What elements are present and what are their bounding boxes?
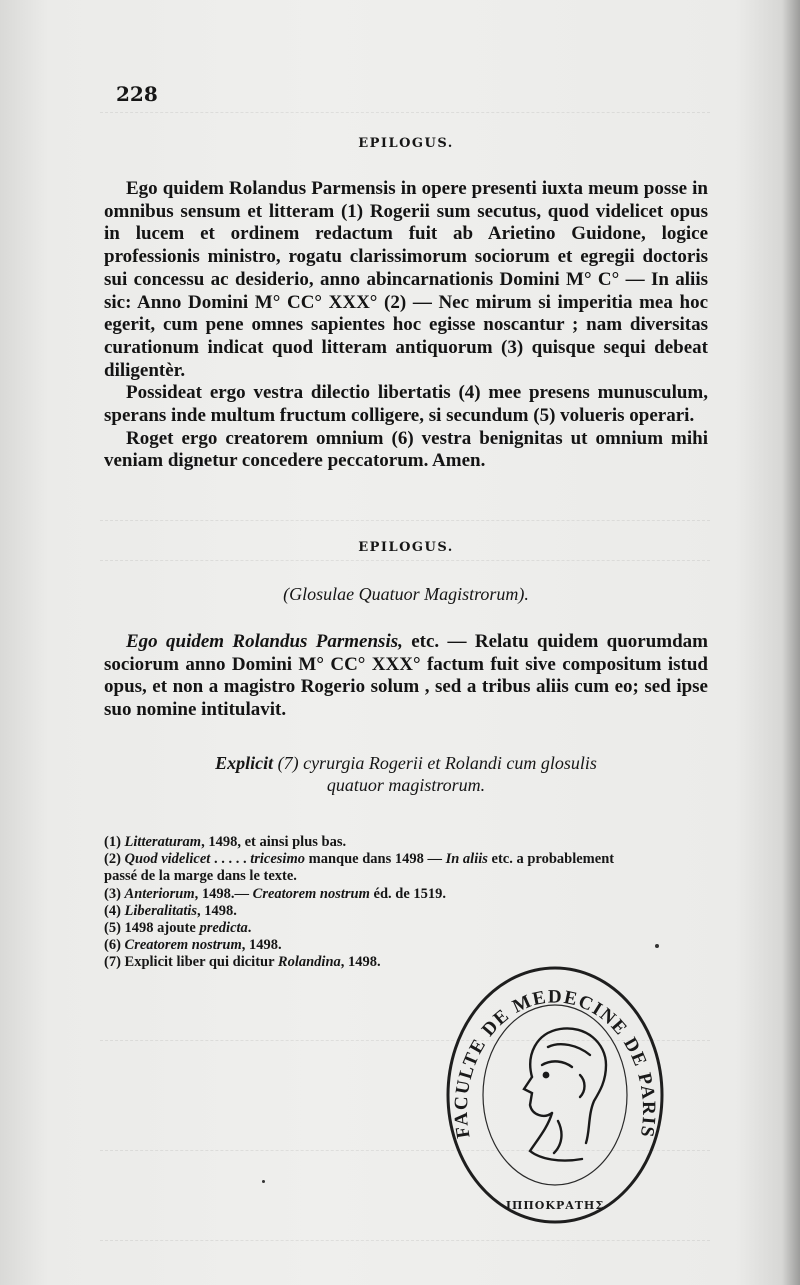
footnote-text: manque dans 1498 — [304,851,446,868]
footnote-number: (3) [104,885,125,902]
footnote-text: Explicit liber qui dicitur [124,954,278,971]
footnote-text: predicta [199,920,248,937]
glosulae-heading: EPILOGUS. [358,540,454,555]
footnote-text: Liberalitatis [124,902,198,919]
footnote-text: Quod videlicet [124,851,211,868]
footnote-text: Litteraturam [124,834,202,850]
explicit-word: Explicit [215,753,274,773]
explicit-line-2: quatuor magistrorum. [326,775,486,795]
hippocrates-bust-icon [524,1028,606,1160]
bleed-through-line [100,560,710,562]
footnote-text: etc. a probablement passé de la marge dans le texte. [104,851,615,885]
glosulae-lemma: Ego quidem Rolandus Parmensis, [126,631,403,652]
footnote [104,851,624,885]
footnote [104,937,624,954]
footnote-number: (6) [104,937,125,954]
stamp-ring-text: FACULTE DE MEDECINE DE PARIS [450,986,660,1140]
footnote-text: . . . . . [210,851,251,868]
explicit-line-1-rest: (7) cyrurgia Rogerii et Rolandi cum glosulis [273,753,597,773]
explicit-line-1 [104,752,708,774]
footnote-text: In aliis [445,851,488,868]
footnote-text: , 1498. [340,954,381,971]
footnote-number: (4) [104,902,125,919]
epilogue-paragraph: Roget ergo creatorem omnium (6) vestra benignitas ut omnium mihi veniam dignetur concedere peccatorum. Amen. [104,427,708,472]
footnote-text: Anteriorum [124,885,195,902]
footnote [104,903,624,920]
epilogue-paragraph: Possideat ergo vestra dilectio libertatis (4) mee presens munusculum, sperans inde multum fructum colligere, si secundum (5) volueris operari. [104,382,708,427]
library-stamp [440,955,670,1225]
footnote-text: , 1498, et ainsi plus bas. [201,834,347,850]
stamp-inner-ring [483,1005,627,1185]
glosulae-paragraph [104,631,708,722]
explicit-block [104,752,708,796]
footnote-text: Creatorem nostrum [252,885,370,902]
footnote-text: éd. de 1519. [369,885,447,902]
footnote-text: 1498 ajoute [124,920,200,937]
glosulae-subtitle: (Glosulae Quatuor Magistrorum). [283,584,529,604]
footnote-text: Rolandina [277,954,341,971]
epilogue-body [104,178,708,473]
bleed-through-line [100,1240,710,1242]
bleed-through-line [100,520,710,522]
footnote [104,886,624,903]
page-number: 228 [116,82,158,106]
epilogue-heading: EPILOGUS. [358,136,454,151]
footnote [104,834,624,851]
footnote-number: (7) [104,954,125,971]
bleed-through-line [100,112,710,114]
footnote-text: , 1498.— [194,885,253,902]
footnote-text: Creatorem nostrum [124,937,242,954]
footnote-text: tricesimo [250,851,305,868]
glosulae-text: etc. — Relatu quidem quorumdam sociorum anno Domini M° CC° XXX° factum fuit sive compositum istud opus, et non a magistro Rogerio solum , sed a tribus aliis cum eo; sed ipse suo nomine intitulavit. [104,631,708,721]
footnotes [104,834,624,972]
glosulae-body [104,631,708,722]
footnote-number: (5) [104,920,125,937]
footnote-number: (1) [104,834,125,850]
footnote-text: , 1498. [197,902,237,919]
footnote-text: . [247,920,252,937]
footnote [104,920,624,937]
ink-speck [655,944,659,948]
page-spine-shadow [782,0,800,1285]
ink-speck [262,1180,265,1183]
epilogue-paragraph: Ego quidem Rolandus Parmensis in opere presenti iuxta meum posse in omnibus sensum et litteram (1) Rogerii sum secutus, quod videlicet opus in lucem et ordinem redactum fuit ab Arietino Guidone, logice professionis ministro, rogatu clarissimorum sociorum et egregii doctoris sui concessu ac desiderio, anno abincarnationis Domini M° C° — In aliis sic: Anno Domini M° CC° XXX° (2) — Nec mirum si imperitia mea hoc egerit, cum pene omnes sapientes hoc egisse noscantur ; nam diversitas curationum indicat quod litteram antiquorum (3) quisque sequi debeat diligentèr. [104,178,708,381]
footnote-text: , 1498. [241,937,282,954]
footnote-number: (2) [104,851,125,868]
stamp-caption: ΙΠΠΟΚΡΑΤΗΣ [505,1199,605,1212]
